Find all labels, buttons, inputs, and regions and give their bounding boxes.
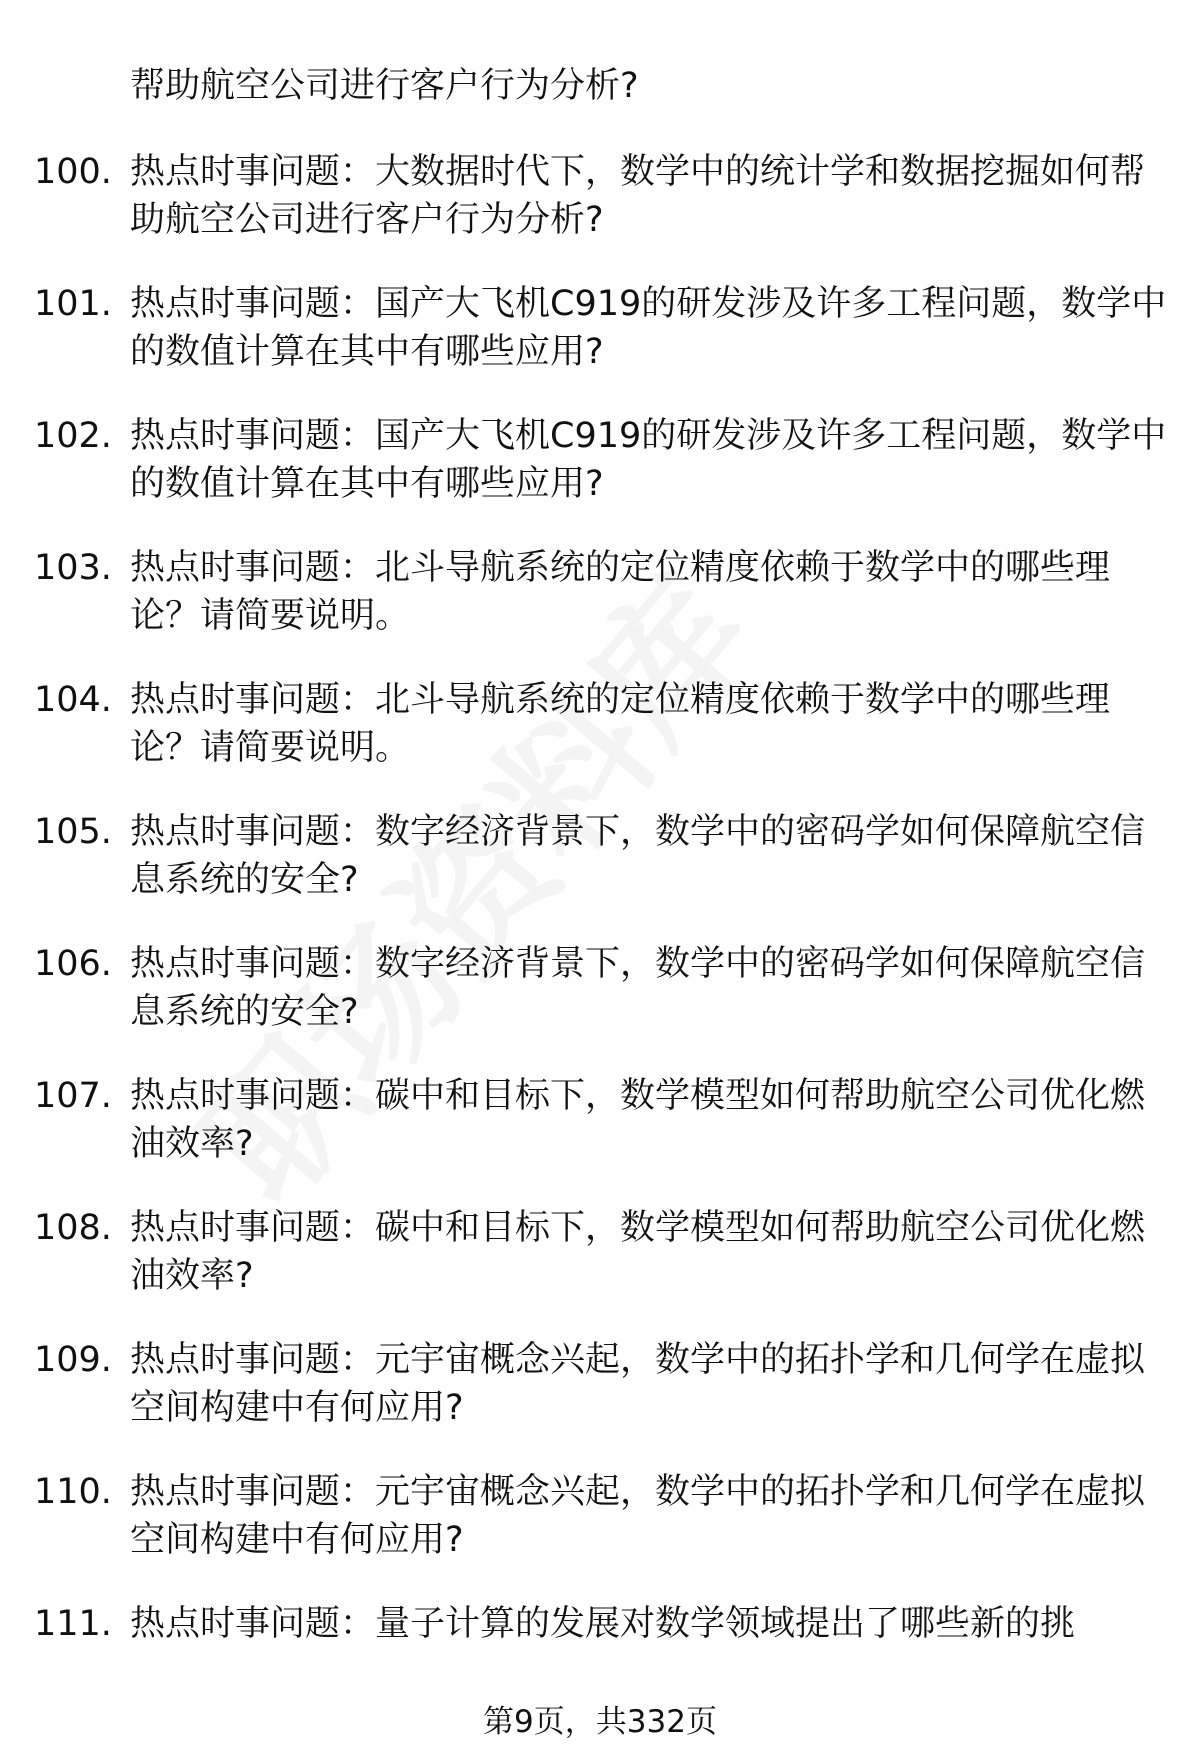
- question-text: 热点时事问题：碳中和目标下，数学模型如何帮助航空公司优化燃油效率?: [130, 1208, 1146, 1296]
- question-item: [0, 1468, 1200, 1600]
- question-item: [0, 1072, 1200, 1204]
- question-text: 热点时事问题：国产大飞机C919的研发涉及许多工程问题，数学中的数值计算在其中有哪些应用?: [130, 416, 1167, 504]
- question-item: [0, 1336, 1200, 1468]
- question-text: 热点时事问题：国产大飞机C919的研发涉及许多工程问题，数学中的数值计算在其中有哪些应用?: [130, 284, 1167, 372]
- question-number: 105.: [34, 812, 112, 852]
- question-number: 101.: [34, 284, 112, 324]
- question-item: [0, 1204, 1200, 1336]
- question-text: 热点时事问题：碳中和目标下，数学模型如何帮助航空公司优化燃油效率?: [130, 1076, 1146, 1164]
- question-number: 100.: [34, 152, 112, 192]
- question-list: [0, 148, 1200, 1732]
- question-text: 热点时事问题：数字经济背景下，数学中的密码学如何保障航空信息系统的安全?: [130, 812, 1146, 900]
- question-number: 109.: [34, 1340, 112, 1380]
- question-number: 111.: [34, 1604, 112, 1644]
- question-item: [0, 412, 1200, 544]
- question-item: [0, 280, 1200, 412]
- question-number: 102.: [34, 416, 112, 456]
- question-number: 104.: [34, 680, 112, 720]
- continuation-text: 帮助航空公司进行客户行为分析?: [130, 66, 639, 106]
- page-footer: 第9页，共332页: [483, 1704, 717, 1740]
- question-item: [0, 808, 1200, 940]
- question-item: [0, 940, 1200, 1072]
- question-text: 热点时事问题：北斗导航系统的定位精度依赖于数学中的哪些理论？请简要说明。: [130, 680, 1111, 768]
- question-text: 热点时事问题：元宇宙概念兴起，数学中的拓扑学和几何学在虚拟空间构建中有何应用?: [130, 1340, 1146, 1428]
- question-number: 106.: [34, 944, 112, 984]
- question-number: 103.: [34, 548, 112, 588]
- question-text: 热点时事问题：量子计算的发展对数学领域提出了哪些新的挑: [130, 1604, 1076, 1644]
- question-number: 108.: [34, 1208, 112, 1248]
- question-item: [0, 544, 1200, 676]
- question-item: [0, 148, 1200, 280]
- question-text: 热点时事问题：元宇宙概念兴起，数学中的拓扑学和几何学在虚拟空间构建中有何应用?: [130, 1472, 1146, 1560]
- question-number: 110.: [34, 1472, 112, 1512]
- question-item: [0, 676, 1200, 808]
- question-text: 热点时事问题：大数据时代下，数学中的统计学和数据挖掘如何帮助航空公司进行客户行为分析?: [130, 152, 1146, 240]
- question-text: 热点时事问题：数字经济背景下，数学中的密码学如何保障航空信息系统的安全?: [130, 944, 1146, 1032]
- question-text: 热点时事问题：北斗导航系统的定位精度依赖于数学中的哪些理论？请简要说明。: [130, 548, 1111, 636]
- question-number: 107.: [34, 1076, 112, 1116]
